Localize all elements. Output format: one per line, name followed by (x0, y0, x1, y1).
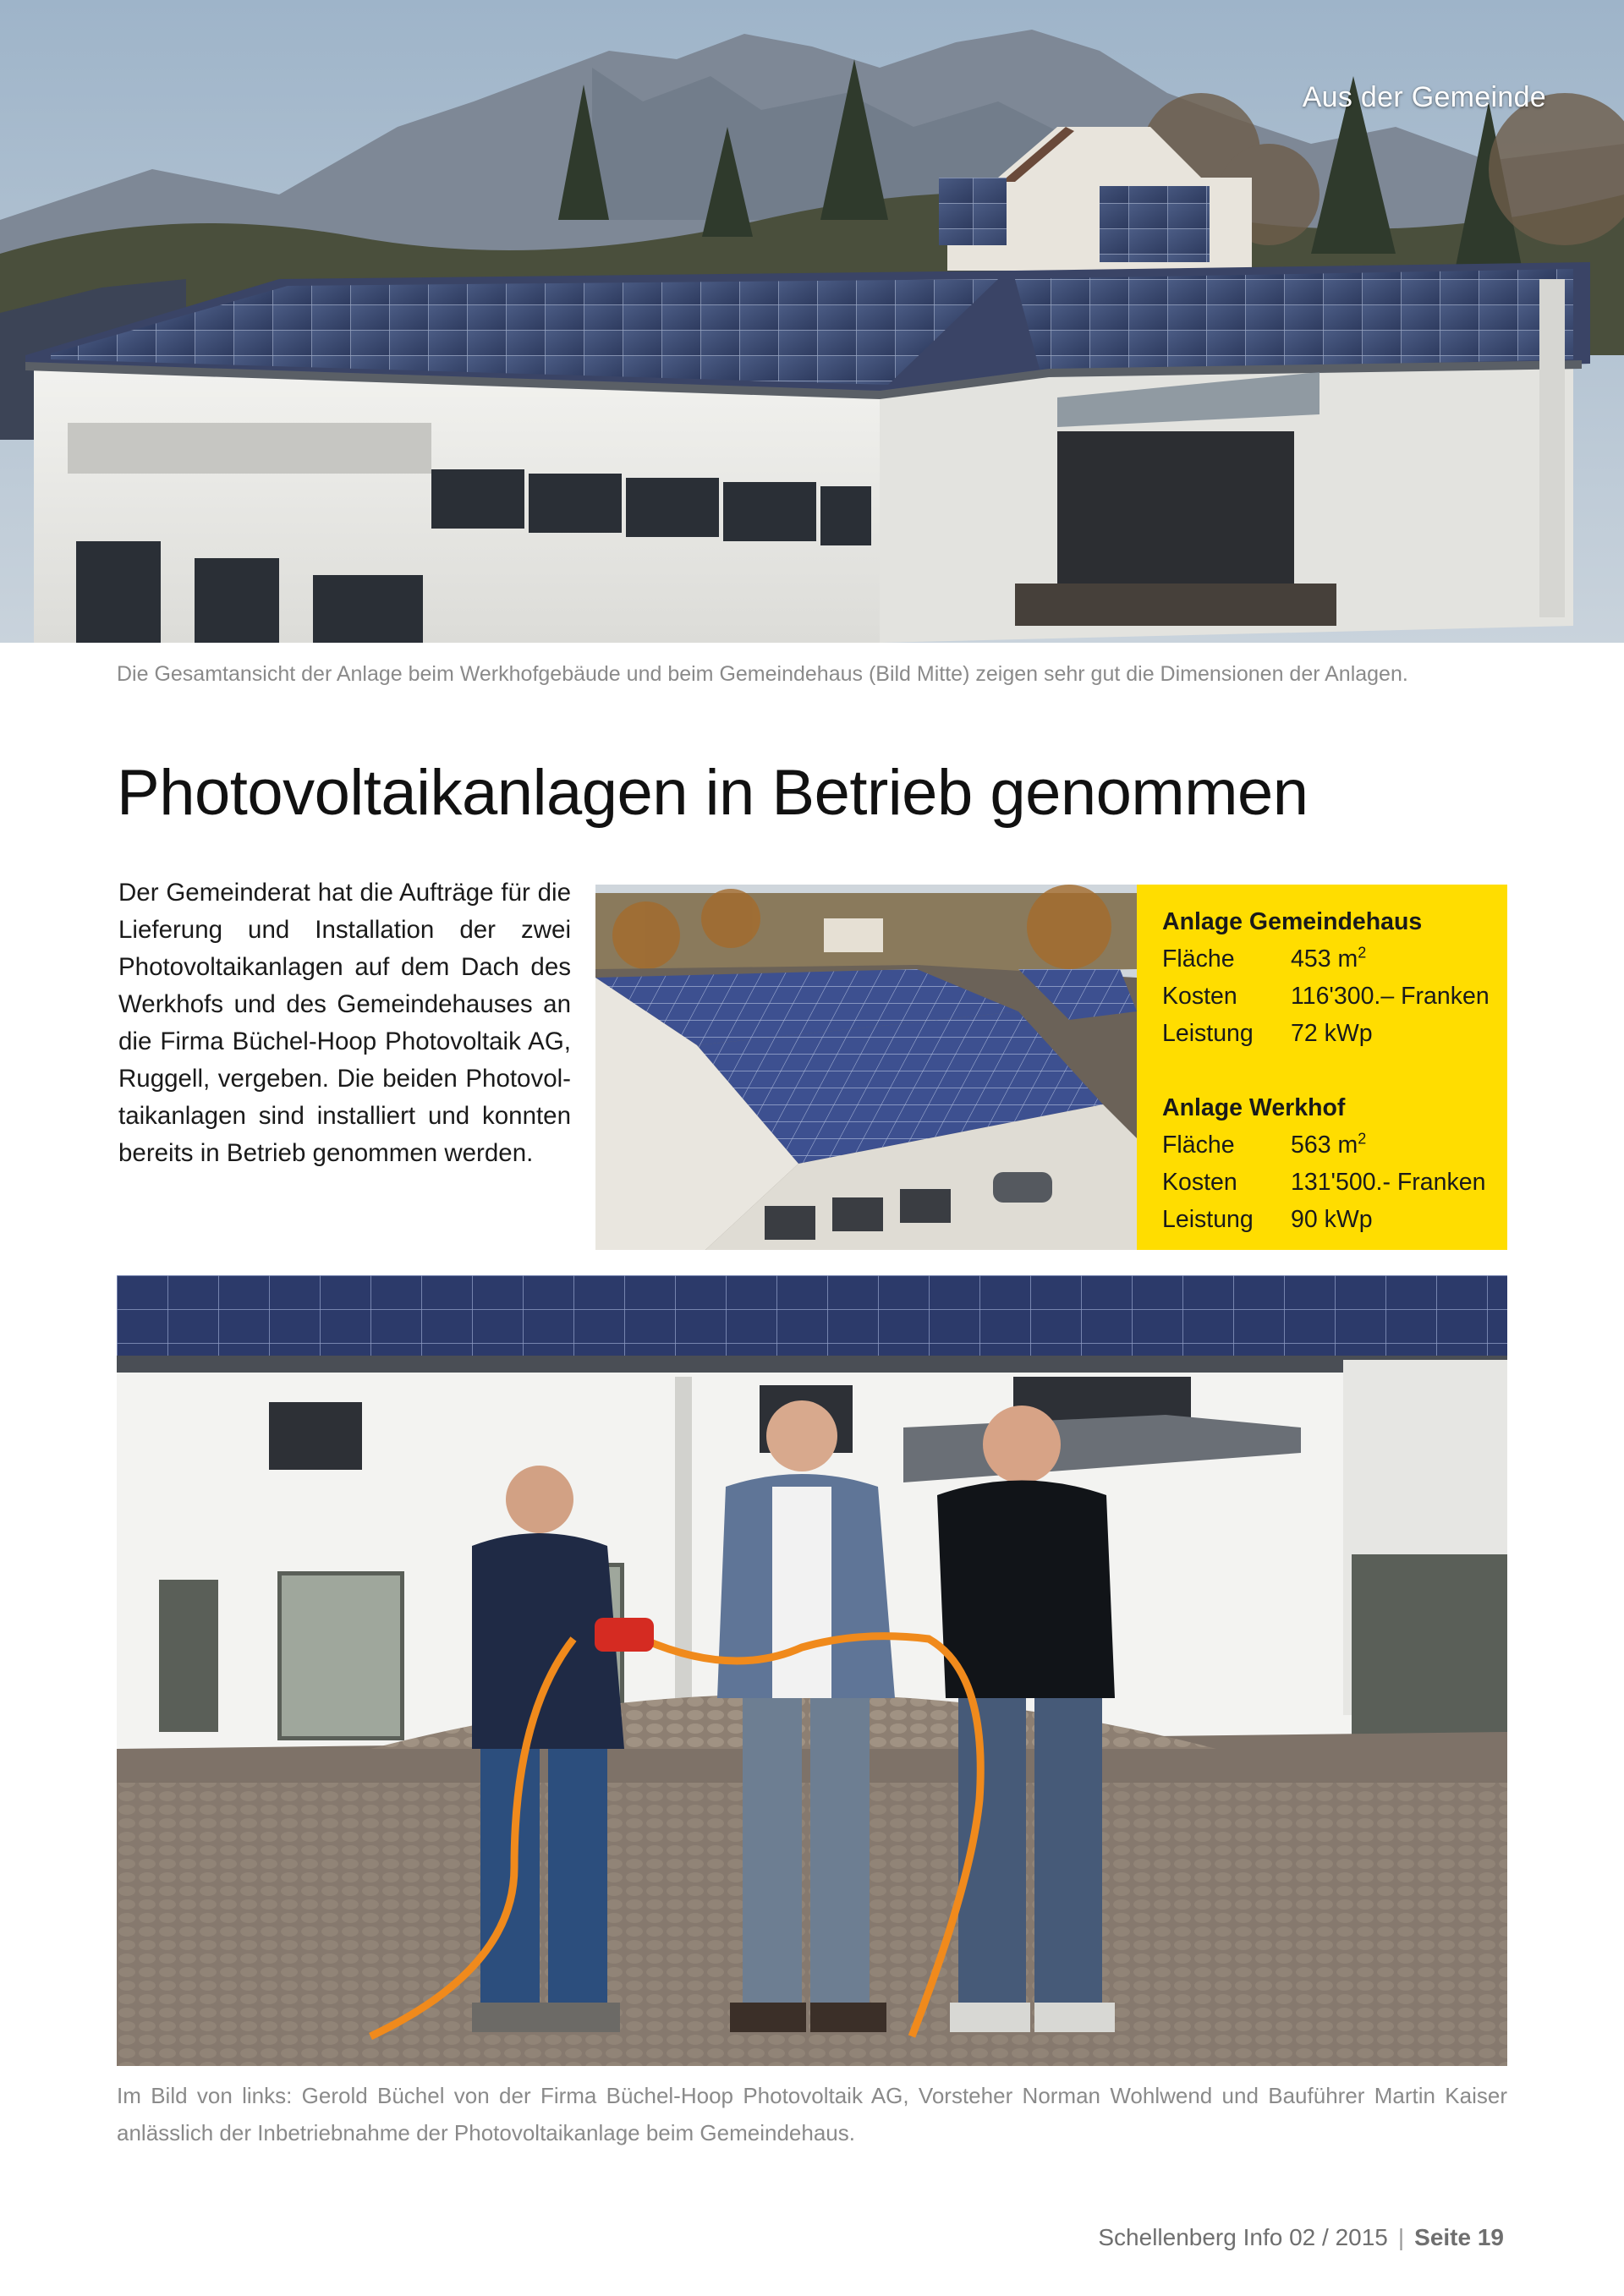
group-photo-illustration (117, 1275, 1507, 2066)
facts-info-box (1137, 885, 1507, 1250)
werkhof-power-value: 90 kWp (1291, 1206, 1373, 1233)
werkhof-area-row (1162, 1126, 1507, 1164)
publication-name: Schellenberg Info 02 / 2015 (1098, 2224, 1388, 2250)
werkhof-area-label: Fläche (1162, 1132, 1235, 1159)
group-photo-caption: Im Bild von links: Gerold Büchel von der Firma Büchel-Hoop Photovoltaik AG, Vorsteher Norman Wohlwend und Bauführer Martin Kaiser anlässlich der Inbetriebnahme der Photovoltaikanlage beim Gemeindehaus. (117, 2083, 1507, 2145)
article-body: Der Gemeinderat hat die Aufträge für die Lieferung und Installation der zwei Photovoltaikanlagen auf dem Dach des Werkhofs und des Gemeindehauses an die Firma Büchel-Hoop Photovoltaik AG, Ruggell, vergeben. Die beiden Photovoltaikanlagen sind installiert und konnten bereits in Betrieb genommen werden. (118, 879, 571, 1167)
werkhof-power-row (1162, 1201, 1507, 1238)
gemeindehaus-power-row (1162, 1015, 1507, 1052)
gemeindehaus-cost-row (1162, 978, 1507, 1015)
roof-photo-illustration (595, 885, 1137, 1250)
footer-separator: | (1397, 2224, 1405, 2250)
werkhof-power-label: Leistung (1162, 1206, 1254, 1233)
page-number: Seite 19 (1414, 2224, 1504, 2250)
gemeindehaus-area-value: 453 $m^2$ (1291, 944, 1367, 973)
werkhof-area-value: 563 $m^2$ (1291, 1130, 1367, 1159)
werkhof-cost-value: 131'500.- Franken (1291, 1169, 1486, 1196)
gemeindehaus-cost-label: Kosten (1162, 983, 1237, 1010)
gemeindehaus-cost-value: 116'300.– Franken (1291, 983, 1490, 1010)
gemeindehaus-area-label: Fläche (1162, 945, 1235, 973)
gemeindehaus-roof-photo (595, 885, 1137, 1250)
article-headline: Photovoltaikanlagen in Betrieb genommen (117, 757, 1309, 829)
page-footer (1098, 2224, 1504, 2251)
hero-photo (0, 0, 1624, 643)
werkhof-title: Anlage Werkhof (1162, 1094, 1346, 1121)
section-label: Aus der Gemeinde (1302, 81, 1546, 113)
werkhof-cost-row (1162, 1164, 1507, 1201)
gemeindehaus-area-row (1162, 940, 1507, 978)
werkhof-cost-label: Kosten (1162, 1169, 1237, 1196)
gemeindehaus-title: Anlage Gemeindehaus (1162, 908, 1423, 935)
group-photo (117, 1275, 1507, 2066)
hero-photo-caption: Die Gesamtansicht der Anlage beim Werkhofgebäude und beim Gemeindehaus (Bild Mitte) zeigen sehr gut die Dimensionen der Anlagen. (117, 662, 1408, 686)
gemeindehaus-power-label: Leistung (1162, 1020, 1254, 1047)
gemeindehaus-power-value: 72 kWp (1291, 1020, 1373, 1047)
